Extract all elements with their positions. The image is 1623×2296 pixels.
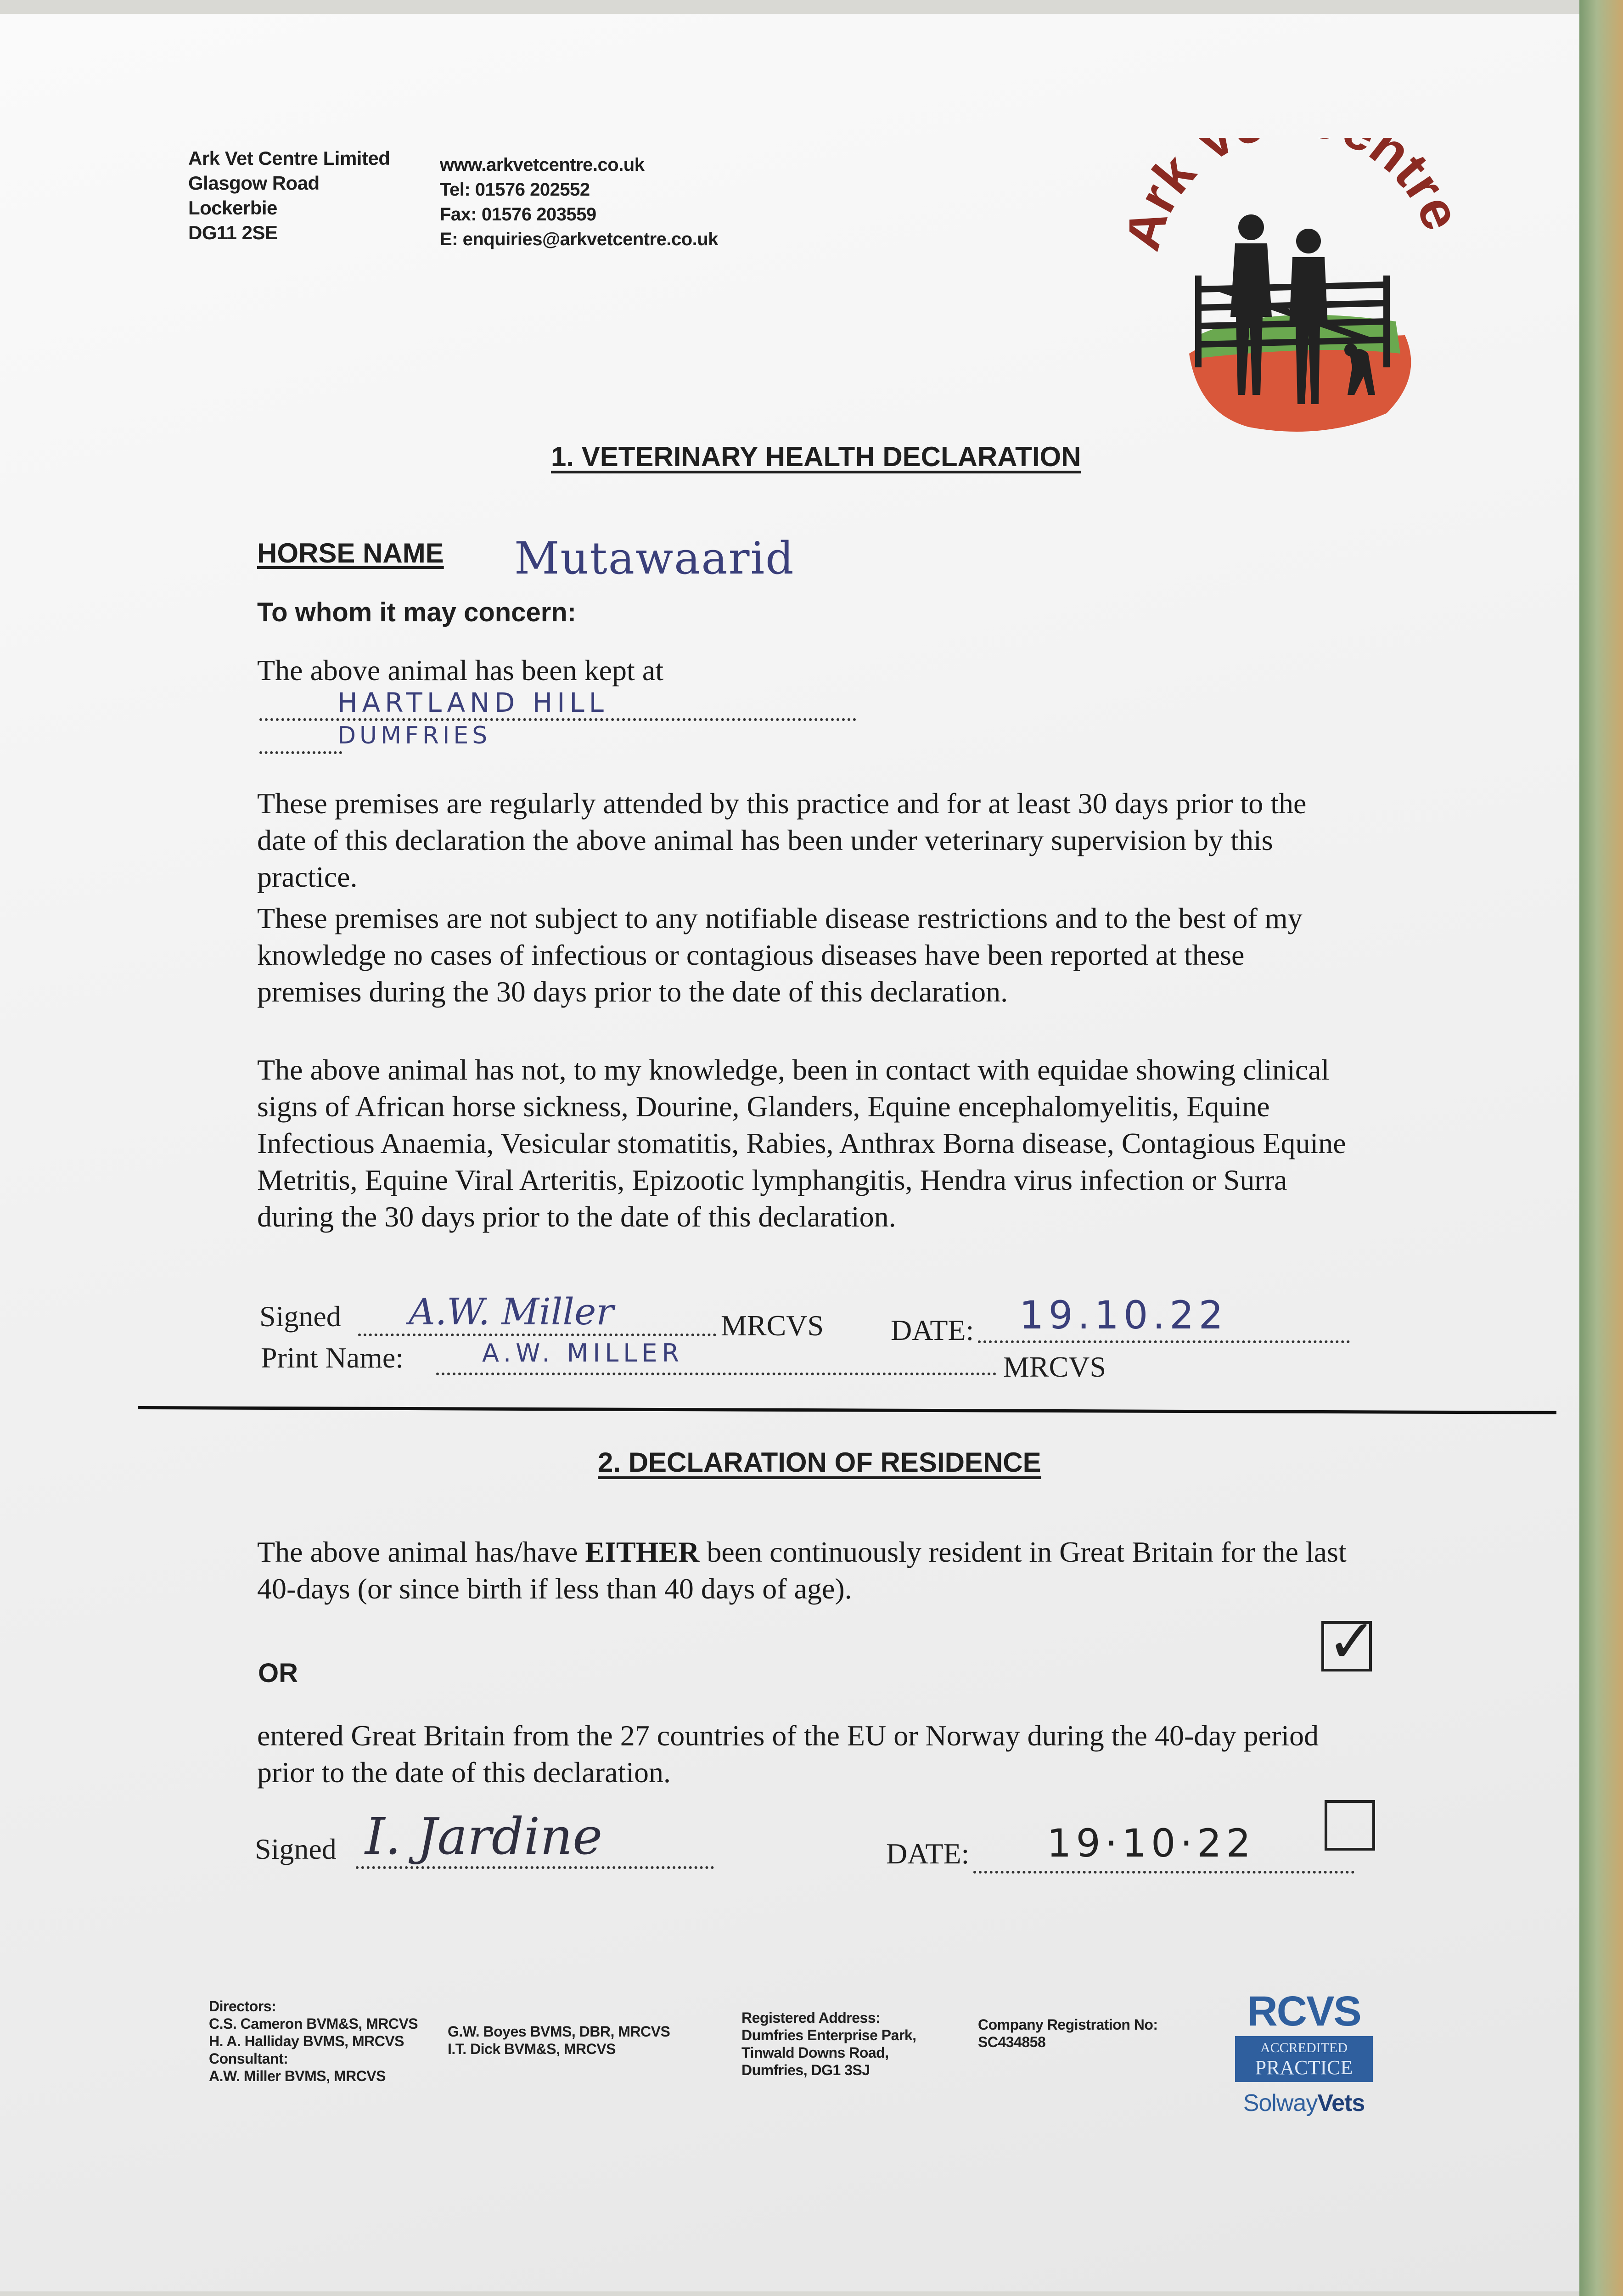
- declaration-paragraph-1: These premises are regularly attended by this practice and for at least 30 days prior to the date of this declaration the above animal has been under veterinary supervision by this practice.: [257, 787, 1307, 893]
- registered-line: Dumfries Enterprise Park,: [741, 2027, 916, 2043]
- email-link[interactable]: E: enquiries@arkvetcentre.co.uk: [440, 229, 718, 249]
- option1-pre: The above animal has/have: [257, 1536, 585, 1568]
- greeting: To whom it may concern:: [257, 597, 577, 627]
- declaration-paragraph-2: These premises are not subject to any notifiable disease restrictions and to the best of my knowledge no cases of infectious or contagious diseases have been reported at these premises during the 30 days prior to the date of this declaration.: [257, 902, 1303, 1008]
- horse-name-value[interactable]: Mutawaarid: [514, 533, 795, 584]
- residence-option-1: [257, 1534, 1368, 1607]
- company-address: [188, 146, 390, 245]
- or-label: OR: [258, 1658, 298, 1688]
- vet-signature[interactable]: A.W. Miller: [409, 1290, 614, 1333]
- company-contact: [440, 152, 718, 252]
- check-mark-icon: ✓: [1327, 1606, 1377, 1676]
- address-line: Glasgow Road: [188, 172, 320, 194]
- vets-text: Vets: [1317, 2090, 1365, 2116]
- ark-vet-centre-logo: [1129, 138, 1460, 450]
- registered-label: Registered Address:: [741, 2009, 881, 2026]
- address-line: Lockerbie: [188, 197, 277, 219]
- footer-directors: [209, 1998, 418, 2085]
- section2-date-label: DATE:: [886, 1837, 970, 1870]
- registered-line: Dumfries, DG1 3SJ: [741, 2062, 870, 2078]
- location-value-2[interactable]: DUMFRIES: [337, 722, 491, 749]
- date-value[interactable]: 19.10.22: [1019, 1293, 1228, 1338]
- accredited-label: ACCREDITED: [1260, 2040, 1348, 2055]
- option1-either: EITHER: [585, 1536, 700, 1568]
- footer-company-registration: [978, 2016, 1158, 2051]
- directors-label: Directors:: [209, 1998, 276, 2015]
- rcvs-accredited-badge: [1235, 1988, 1373, 2126]
- section2-title: 2. DECLARATION OF RESIDENCE: [598, 1447, 1041, 1478]
- address-line: DG11 2SE: [188, 222, 278, 243]
- mrcvs-label: MRCVS: [721, 1309, 824, 1342]
- director-name: I.T. Dick BVM&S, MRCVS: [448, 2041, 616, 2057]
- logo-text: rk V ntr: [1129, 138, 1456, 222]
- print-mrcvs-label: MRCVS: [1003, 1351, 1106, 1383]
- logo-graphic: [1129, 138, 1460, 450]
- solway-text: Solway: [1243, 2090, 1318, 2116]
- section2-signature-line: [356, 1807, 714, 1869]
- option1-checkbox[interactable]: [1321, 1606, 1377, 1676]
- option2-checkbox[interactable]: [1325, 1800, 1375, 1851]
- location-line-2: [259, 722, 491, 754]
- print-name-value[interactable]: A.W. MILLER: [482, 1339, 684, 1367]
- background-edge: [1579, 0, 1623, 2296]
- section2-date-value[interactable]: 19·10·22: [1047, 1821, 1256, 1866]
- footer-registered-address: [741, 2009, 916, 2079]
- declaration-paragraph-3: The above animal has not, to my knowledge, been in contact with equidae showing clinical signs of African horse sickness, Dourine, Glanders, Equine encephalomyelitis, Equine Infectious Anaemia, Vesicular stomatitis, Rabies, Anthrax Borna disease, Contagious Equine Metritis, Equine Viral Arteritis, Epizootic lymphangitis, Hendra virus infection or Surra during the 30 days prior to the date of this declaration.: [257, 1053, 1346, 1233]
- consultant-label: Consultant:: [209, 2050, 288, 2067]
- company-name: Ark Vet Centre Limited: [188, 147, 390, 169]
- section2-signed-label: Signed: [255, 1833, 337, 1865]
- footer-directors-col2: [448, 2023, 670, 2058]
- rcvs-logo: RCVS: [1247, 1988, 1361, 2035]
- signed-label: Signed: [259, 1300, 341, 1333]
- option1-post: been continuously resident in Great Britain for the last 40-days (or since birth if less than 40 days of age).: [257, 1536, 1347, 1605]
- section2-date-line: [973, 1821, 1354, 1874]
- residence-option-2: entered Great Britain from the 27 countries of the EU or Norway during the 40-day period prior to the date of this declaration.: [257, 1719, 1319, 1789]
- kept-at-label: The above animal has been kept at: [257, 654, 663, 687]
- horse-name-label: HORSE NAME: [257, 538, 444, 568]
- print-name-line: [436, 1339, 996, 1375]
- date-label: DATE:: [891, 1314, 974, 1346]
- fax-number: Fax: 01576 203559: [440, 204, 596, 225]
- practice-label: PRACTICE: [1255, 2056, 1353, 2079]
- consultant-name: A.W. Miller BVMS, MRCVS: [209, 2068, 386, 2084]
- director-name: C.S. Cameron BVM&S, MRCVS: [209, 2015, 418, 2032]
- solway-vets-logo: [1235, 2089, 1373, 2117]
- registered-line: Tinwald Downs Road,: [741, 2044, 889, 2061]
- company-reg-value: SC434858: [978, 2034, 1046, 2050]
- signature-line: [358, 1290, 716, 1336]
- section1-title: 1. VETERINARY HEALTH DECLARATION: [551, 441, 1081, 472]
- location-line-1: [259, 687, 856, 721]
- director-name: G.W. Boyes BVMS, DBR, MRCVS: [448, 2023, 670, 2040]
- svg-text:Ark Vet Centre: [1129, 138, 1460, 257]
- director-name: H. A. Halliday BVMS, MRCVS: [209, 2033, 404, 2049]
- location-value-1[interactable]: HARTLAND HILL: [337, 687, 608, 718]
- accredited-practice-banner: [1235, 2036, 1373, 2082]
- date-line: [978, 1293, 1350, 1343]
- company-reg-label: Company Registration No:: [978, 2016, 1158, 2033]
- website-link[interactable]: www.arkvetcentre.co.uk: [440, 155, 645, 175]
- print-name-label: Print Name:: [261, 1341, 404, 1374]
- phone-number: Tel: 01576 202552: [440, 180, 590, 200]
- owner-signature[interactable]: I. Jardine: [365, 1807, 603, 1866]
